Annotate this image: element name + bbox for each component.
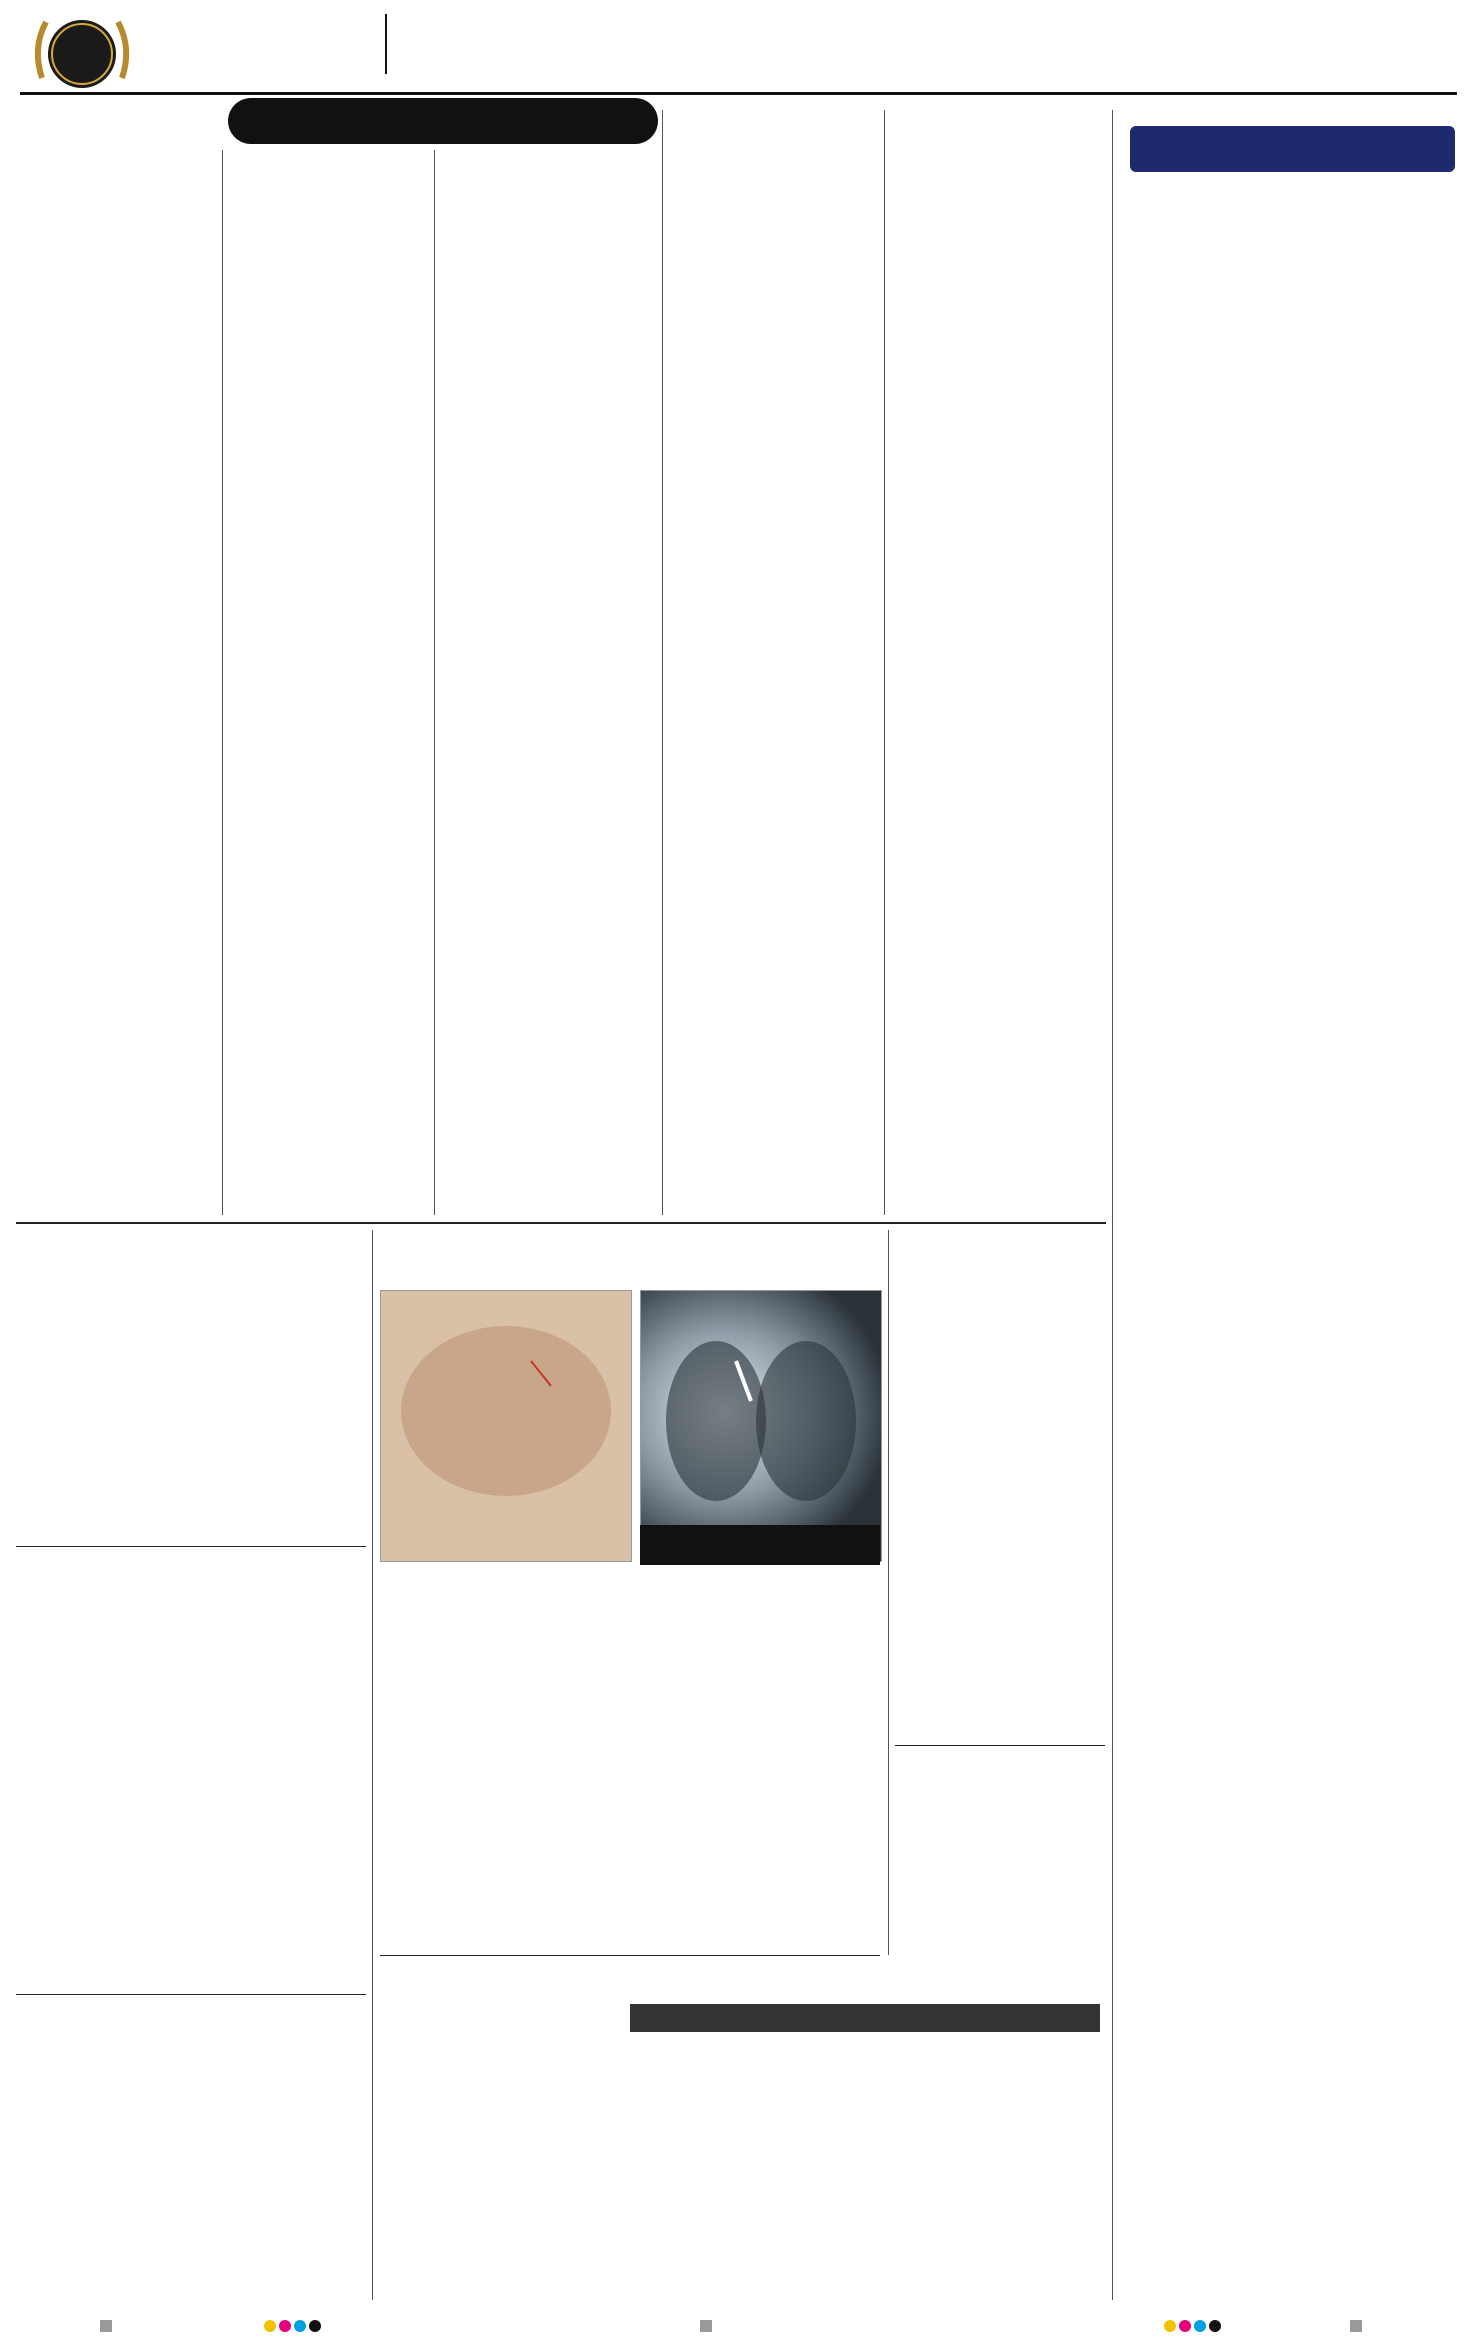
masthead-divider bbox=[385, 14, 387, 74]
section-rule bbox=[16, 1222, 1106, 1224]
registration-marks-icon bbox=[0, 2316, 1477, 2336]
xray-icon bbox=[641, 1291, 881, 1561]
story-heatstroke bbox=[16, 2038, 366, 2300]
masthead-logo bbox=[28, 8, 136, 100]
story-pond-deaths bbox=[16, 1590, 366, 1990]
story-rule bbox=[16, 1994, 366, 1995]
events-column-3 bbox=[440, 150, 655, 1217]
xray-caption bbox=[640, 1525, 880, 1565]
story-rule bbox=[895, 1745, 1105, 1746]
column-divider bbox=[888, 1230, 889, 1955]
column-divider bbox=[222, 150, 223, 1215]
story-knife-surgery bbox=[380, 1570, 880, 1950]
print-registration-strip bbox=[0, 2316, 1477, 2336]
events-banner bbox=[228, 98, 658, 144]
column-divider bbox=[434, 150, 435, 1215]
patient-chest-icon bbox=[381, 1291, 631, 1561]
events-column-4 bbox=[668, 110, 878, 1217]
story-heatwave bbox=[895, 1786, 1105, 1951]
patient-chest-photo bbox=[380, 1290, 632, 1562]
column-divider bbox=[372, 1230, 373, 2300]
story-maoist bbox=[380, 2040, 1100, 2300]
story-panchayatiraj-day bbox=[895, 1330, 1105, 1740]
masthead-rule bbox=[20, 92, 1457, 95]
column-divider bbox=[1112, 110, 1113, 2300]
column-divider bbox=[662, 110, 663, 1215]
column-divider bbox=[884, 110, 885, 1215]
horoscope-title bbox=[1130, 126, 1455, 172]
chest-xray-image bbox=[640, 1290, 882, 1562]
story-well-deaths bbox=[16, 1274, 366, 1542]
anniversary-emblem-icon bbox=[28, 8, 136, 100]
events-column-2 bbox=[228, 150, 428, 1217]
story-rule bbox=[380, 1955, 880, 1956]
events-column-5 bbox=[890, 110, 1102, 1217]
events-column-1 bbox=[16, 132, 216, 1217]
story-rule bbox=[16, 1546, 366, 1547]
maoist-subheadline bbox=[630, 2004, 1100, 2032]
